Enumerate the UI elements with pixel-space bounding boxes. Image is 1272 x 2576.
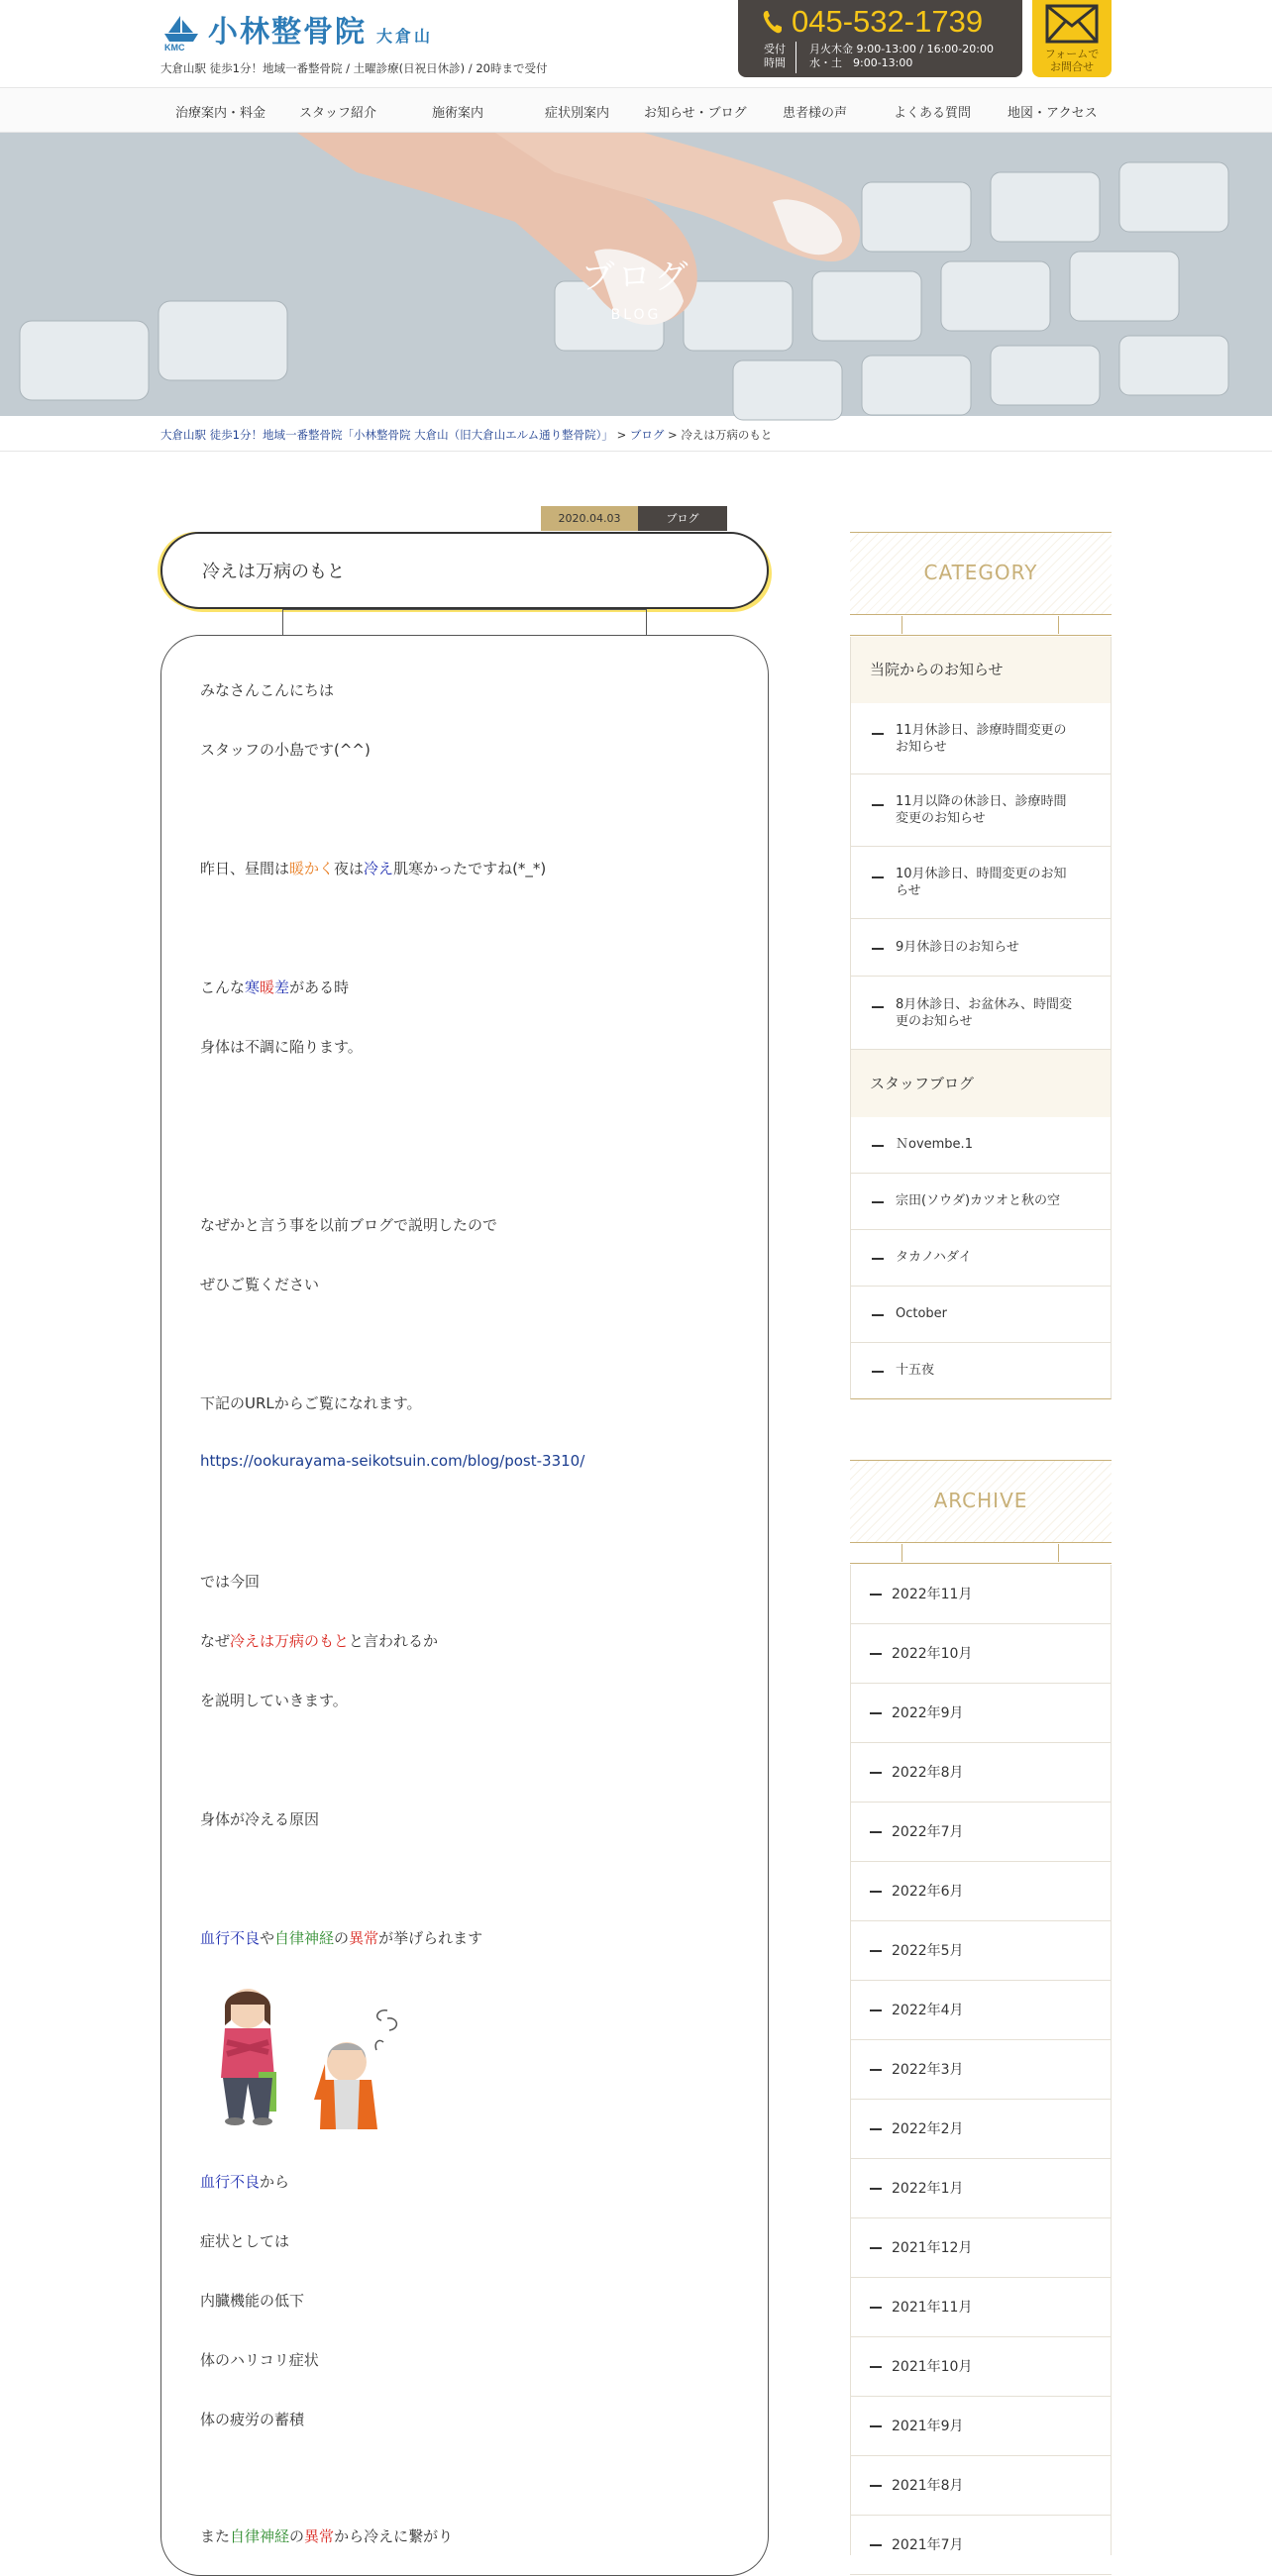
paragraph: では今回: [200, 1573, 261, 1591]
paragraph: [200, 977, 349, 997]
label-line: 変更のお知らせ: [896, 811, 986, 826]
dash-icon: [870, 2366, 882, 2368]
text-span: 肌寒かったですね(*_*): [393, 860, 547, 877]
text-span: 暖かく: [289, 860, 335, 877]
nav-item-procedure[interactable]: 施術案内: [432, 106, 484, 121]
dash-icon: [872, 733, 884, 735]
dash-icon: [872, 1314, 884, 1316]
dash-icon: [872, 876, 884, 878]
category-link-label: 十五夜: [896, 1363, 935, 1378]
text-span: また: [200, 2527, 231, 2545]
nav-item-news-blog[interactable]: お知らせ・ブログ: [644, 106, 747, 121]
text-span: 差: [274, 979, 290, 996]
dash-icon: [870, 2247, 882, 2249]
logo-name: 小林整骨院: [208, 15, 367, 50]
dash-icon: [870, 1950, 882, 1952]
category-link-label: タカノハダイ: [896, 1250, 972, 1265]
breadcrumb-home[interactable]: 大倉山駅 徒歩1分！地域一番整骨院「小林整骨院 大倉山（旧大倉山エルム通り整骨院）」: [160, 428, 613, 442]
paragraph: [200, 1630, 438, 1651]
archive-link[interactable]: [850, 1862, 1112, 1921]
archive-link-label: 2022年4月: [892, 2003, 964, 2018]
archive-link[interactable]: [850, 1565, 1112, 1624]
paragraph: [200, 858, 546, 878]
dash-icon: [870, 1772, 882, 1774]
logo[interactable]: [160, 12, 433, 52]
category-group-staff-blog[interactable]: スタッフブログ: [850, 1050, 1112, 1117]
paragraph: [200, 2171, 289, 2192]
paragraph: [200, 1927, 482, 1948]
text-span: 異常: [304, 2527, 335, 2545]
post-title-box: [160, 532, 769, 609]
category-link-label: [896, 793, 1067, 827]
category-link-label: [896, 866, 1067, 899]
archive-link-label: 2021年10月: [892, 2359, 973, 2375]
archive-link-label: 2022年6月: [892, 1884, 964, 1900]
archive-link-label: 2022年9月: [892, 1705, 964, 1721]
hero-subtitle: BLOG: [610, 307, 662, 323]
hours-line-2: 水・土 9:00-13:00: [809, 56, 913, 69]
archive-link[interactable]: [850, 1921, 1112, 1981]
text-span: 暖: [260, 979, 275, 996]
dash-icon: [870, 1653, 882, 1655]
post-body: [160, 635, 769, 2576]
dash-icon: [870, 2307, 882, 2309]
dash-icon: [870, 2128, 882, 2130]
archive-link-label: 2021年11月: [892, 2300, 973, 2316]
archive-link[interactable]: [850, 2337, 1112, 2397]
divider: [1058, 616, 1059, 634]
paragraph: 症状としては: [200, 2232, 290, 2250]
category-link-label: [896, 996, 1072, 1030]
archive-link[interactable]: [850, 2159, 1112, 2218]
hours-text: [809, 43, 994, 70]
dash-icon: [870, 1594, 882, 1596]
archive-header: [850, 1460, 1112, 1543]
divider: [282, 609, 283, 635]
archive-link-label: 2022年7月: [892, 1824, 964, 1840]
archive-link-label: 2022年11月: [892, 1587, 973, 1602]
paragraph: 内臓機能の低下: [200, 2292, 305, 2310]
archive-link[interactable]: [850, 2278, 1112, 2337]
archive-link[interactable]: [850, 2397, 1112, 2456]
label-line: 11月以降の休診日、診療時間: [896, 794, 1067, 809]
paragraph: なぜかと言う事を以前ブログで説明したので: [200, 1216, 498, 1234]
dash-icon: [872, 1371, 884, 1373]
archive-link[interactable]: [850, 1981, 1112, 2040]
dash-icon: [870, 2425, 882, 2427]
phone-box[interactable]: [738, 0, 1022, 77]
text-span: こんな: [200, 979, 246, 996]
post-title: 冷えは万病のもと: [202, 562, 345, 582]
paragraph: [200, 2525, 453, 2546]
category-link[interactable]: [850, 1230, 1112, 1287]
archive-link-label: 2022年3月: [892, 2062, 964, 2078]
archive-link[interactable]: [850, 1624, 1112, 1684]
breadcrumb-sep: >: [616, 428, 627, 442]
dash-icon: [872, 1201, 884, 1203]
archive-link-label: 2022年2月: [892, 2121, 964, 2137]
text-span: から冷えに繋がり: [334, 2527, 454, 2545]
breadcrumb-blog[interactable]: ブログ: [629, 428, 665, 442]
paragraph: スタッフの小島です(^^): [200, 741, 371, 759]
text-span: 血行不良: [200, 2173, 261, 2191]
text-span: 寒: [245, 979, 261, 996]
archive-header-lines: [850, 1544, 1112, 1564]
dash-icon: [870, 1891, 882, 1893]
divider: [1058, 1544, 1059, 1562]
category-header-lines: [850, 616, 1112, 636]
dash-icon: [872, 1145, 884, 1147]
contact-form-button[interactable]: [1032, 0, 1112, 77]
category-link[interactable]: [850, 703, 1112, 774]
blog-post-link[interactable]: https://ookurayama-seikotsuin.com/blog/post-3310/: [200, 1452, 585, 1470]
label-line: お知らせ: [896, 740, 947, 755]
archive-link[interactable]: [850, 1743, 1112, 1803]
label-line: 8月休診日、お盆休み、時間変: [896, 997, 1073, 1012]
hero-banner: [0, 133, 1272, 416]
category-group-notices[interactable]: 当院からのお知らせ: [850, 637, 1112, 703]
post-date: 2020.04.03: [541, 506, 638, 531]
category-link[interactable]: [850, 1343, 1112, 1399]
dash-icon: [872, 804, 884, 806]
archive-link[interactable]: [850, 1684, 1112, 1743]
dash-icon: [872, 1006, 884, 1008]
dash-icon: [870, 2485, 882, 2487]
archive-link[interactable]: [850, 2456, 1112, 2516]
tagline: 大倉山駅 徒歩1分！地域一番整骨院 / 土曜診療(日祝日休診) / 20時まで受付: [160, 61, 548, 75]
nav-item-voices[interactable]: 患者様の声: [783, 106, 848, 121]
category-link[interactable]: [850, 1174, 1112, 1230]
paragraph: 体の疲労の蓄積: [200, 2411, 305, 2428]
global-nav: [0, 87, 1272, 133]
divider: [901, 1544, 902, 1562]
category-link[interactable]: [850, 847, 1112, 919]
text-span: 自律神経: [230, 2527, 290, 2545]
nav-item-treatment[interactable]: 治療案内・料金: [175, 106, 266, 121]
text-span: の: [289, 2527, 305, 2545]
paragraph: 体のハリコリ症状: [200, 2351, 319, 2369]
phone-number-text: 045-532-1739: [792, 4, 984, 39]
dash-icon: [872, 948, 884, 950]
text-span: と言われるか: [349, 1632, 439, 1650]
nav-item-faq[interactable]: よくある質問: [894, 106, 972, 121]
archive-link-label: 2022年10月: [892, 1646, 973, 1662]
archive-link[interactable]: [850, 2100, 1112, 2159]
breadcrumb-current: 冷えは万病のもと: [681, 428, 773, 442]
dash-icon: [870, 2009, 882, 2011]
text-span: の: [334, 1929, 350, 1947]
dash-icon: [870, 2188, 882, 2190]
text-span: 夜は: [334, 860, 365, 877]
category-link[interactable]: [850, 1287, 1112, 1343]
text-span: や: [260, 1929, 275, 1947]
hours-divider: [795, 42, 796, 73]
archive-link-label: 2022年8月: [892, 1765, 964, 1781]
dash-icon: [870, 1712, 882, 1714]
divider: [282, 609, 647, 610]
category-link-label: 9月休診日のお知らせ: [896, 940, 1019, 955]
cold-people-illustration: [203, 1981, 411, 2129]
dash-icon: [870, 1831, 882, 1833]
phone-icon: [762, 9, 784, 35]
text-span: 昨日、昼間は: [200, 860, 290, 877]
text-span: 冷えは万病のもと: [230, 1632, 350, 1650]
divider: [901, 616, 902, 634]
dash-icon: [870, 2069, 882, 2071]
archive-link[interactable]: [850, 2040, 1112, 2100]
ship-logo-icon: [160, 12, 202, 52]
category-link[interactable]: [850, 977, 1112, 1050]
paragraph: 身体が冷える原因: [200, 1810, 320, 1828]
contact-label: フォームでお問合せ: [1044, 48, 1100, 73]
category-title: CATEGORY: [923, 561, 1038, 584]
nav-item-symptoms[interactable]: 症状別案内: [545, 106, 610, 121]
logo-sub: 大倉山: [376, 27, 434, 46]
archive-link-label: 2021年7月: [892, 2537, 964, 2553]
label-line: 10月休診日、時間変更のお知: [896, 867, 1067, 881]
label-line: 11月休診日、診療時間変更の: [896, 723, 1067, 738]
text-span: 冷え: [364, 860, 394, 877]
archive-link[interactable]: [850, 2218, 1112, 2278]
archive-link[interactable]: [850, 1803, 1112, 1862]
text-span: なぜ: [200, 1632, 231, 1650]
envelope-icon: [1045, 4, 1099, 44]
hours-label: 受付時間: [764, 43, 786, 69]
paragraph: 下記のURLからご覧になれます。: [200, 1394, 422, 1412]
hero-title: ブログ: [581, 258, 691, 297]
category-link-label: Ｎovembe.1: [896, 1137, 973, 1152]
archive-link-label: 2022年1月: [892, 2181, 964, 2197]
post-category[interactable]: ブログ: [638, 506, 727, 531]
dash-icon: [872, 1258, 884, 1260]
archive-link-label: 2021年12月: [892, 2240, 973, 2256]
breadcrumb-sep: >: [668, 428, 678, 442]
dash-icon: [870, 2544, 882, 2546]
paragraph: ぜひご覧ください: [200, 1276, 320, 1293]
paragraph: を説明していきます。: [200, 1692, 348, 1709]
text-span: 異常: [349, 1929, 379, 1947]
label-line: 更のお知らせ: [896, 1014, 973, 1029]
paragraph: [200, 1452, 584, 1470]
category-link-label: 宗田(ソウダ)カツオと秋の空: [896, 1193, 1061, 1208]
paragraph: 身体は不調に陥ります。: [200, 1038, 363, 1056]
breadcrumb: [0, 416, 1272, 452]
text-span: が挙げられます: [378, 1929, 483, 1947]
archive-link-label: 2021年8月: [892, 2478, 964, 2494]
text-span: がある時: [289, 979, 350, 996]
divider: [646, 609, 647, 635]
label-line: らせ: [896, 883, 921, 898]
category-link[interactable]: [850, 1117, 1112, 1174]
paragraph: みなさんこんにちは: [200, 681, 335, 699]
archive-link-label: 2021年9月: [892, 2419, 964, 2434]
archive-title: ARCHIVE: [933, 1489, 1028, 1512]
category-header: [850, 532, 1112, 615]
archive-link-label: 2022年5月: [892, 1943, 964, 1959]
category-link[interactable]: [850, 919, 1112, 977]
category-link-label: [896, 722, 1067, 756]
nav-item-staff[interactable]: スタッフ紹介: [299, 106, 377, 121]
category-link[interactable]: [850, 774, 1112, 847]
text-span: から: [260, 2173, 290, 2191]
hours-line-1: 月火木金 9:00-13:00 / 16:00-20:00: [809, 43, 994, 55]
nav-item-access[interactable]: 地図・アクセス: [1007, 106, 1098, 121]
text-span: 自律神経: [274, 1929, 335, 1947]
archive-link[interactable]: [850, 2516, 1112, 2575]
text-span: 血行不良: [200, 1929, 261, 1947]
category-link-label: October: [896, 1306, 948, 1321]
site-header: [0, 0, 1272, 87]
phone-number[interactable]: [762, 4, 983, 40]
logo-mark-text: KMC: [164, 43, 185, 52]
